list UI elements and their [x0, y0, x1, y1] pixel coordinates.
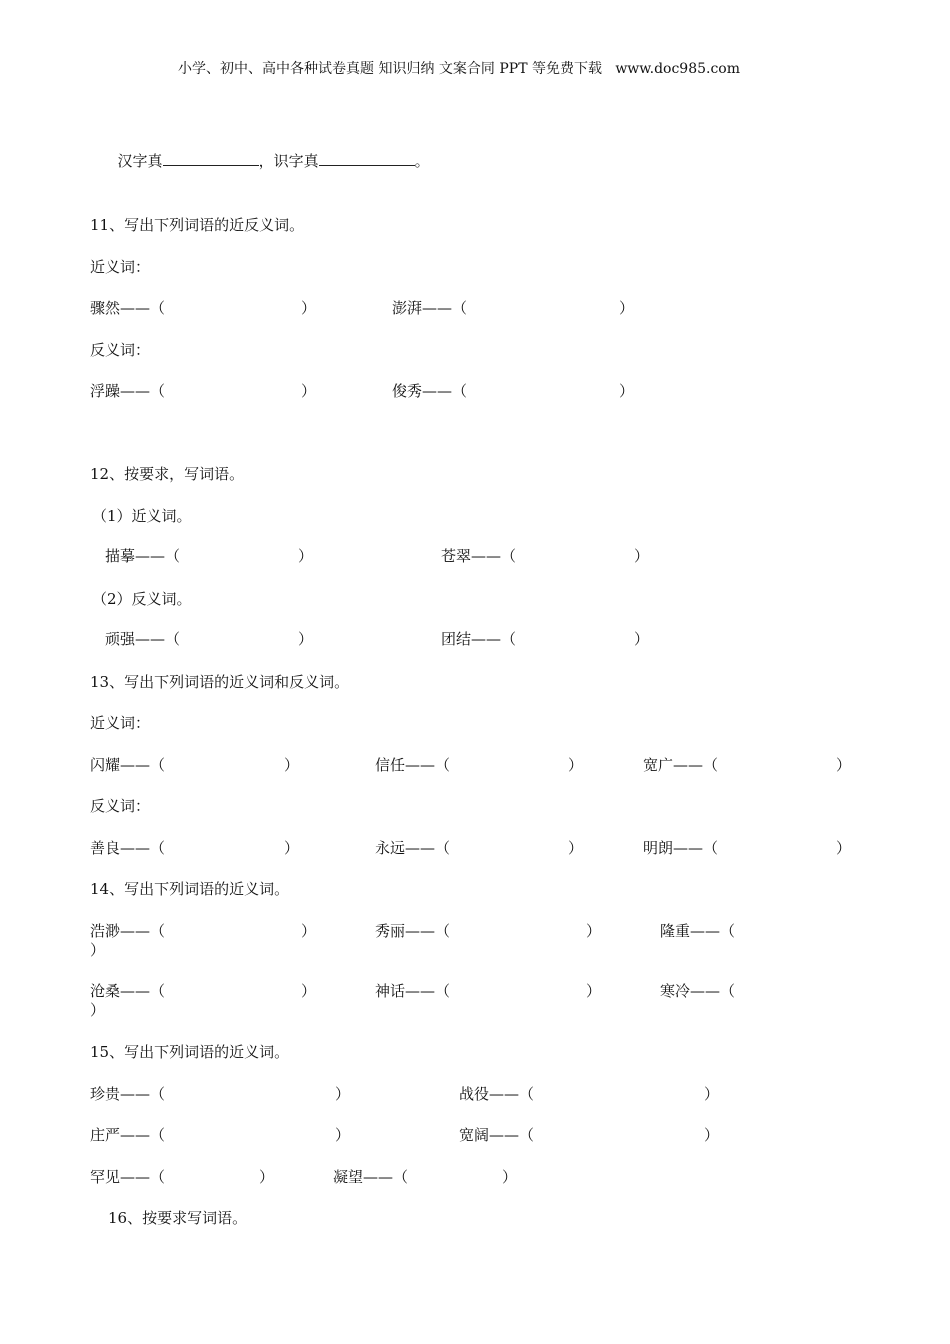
- page-header: 小学、初中、高中各种试卷真题 知识归纳 文案合同 PPT 等免费下载 www.doc985.com: [178, 61, 741, 77]
- q15-row1-item-1: 珍贵——（: [90, 1085, 166, 1103]
- q14-row1-item-1: 浩渺——（: [90, 922, 166, 940]
- q15-row3-close-2[interactable]: ）: [502, 1168, 518, 1186]
- q12-row2-close-1[interactable]: ）: [298, 630, 314, 648]
- q13-anti-close-3[interactable]: ）: [836, 839, 852, 857]
- q15-row1-item-2: 战役——（: [459, 1085, 535, 1103]
- q14-row2-item-3: 寒冷——（: [660, 982, 736, 1000]
- q12-sub1: （1）近义词。: [92, 507, 192, 525]
- q13-anti-item-1: 善良——（: [90, 839, 166, 857]
- q13-near-item-2: 信任——（: [375, 756, 451, 774]
- q11-near-item-1: 骤然——（: [90, 299, 166, 317]
- q14-row2-close-3[interactable]: ）: [90, 1001, 106, 1019]
- q14-row1-item-2: 秀丽——（: [375, 922, 451, 940]
- q16-title: 16、按要求写词语。: [108, 1209, 248, 1227]
- q11-near-close-2[interactable]: ）: [619, 299, 635, 317]
- q15-row1-close-1[interactable]: ）: [335, 1085, 351, 1103]
- q14-row1-close-1[interactable]: ）: [301, 922, 317, 940]
- answer-blank-1[interactable]: [163, 151, 259, 166]
- q13-near-item-1: 闪耀——（: [90, 756, 166, 774]
- q12-row2-item-1: 顽强——（: [105, 630, 181, 648]
- q13-anti-close-2[interactable]: ）: [568, 839, 584, 857]
- q13-near-close-1[interactable]: ）: [284, 756, 300, 774]
- q13-anti-label: 反义词：: [90, 797, 151, 815]
- q13-near-item-3: 宽广——（: [643, 756, 719, 774]
- q13-anti-item-3: 明朗——（: [643, 839, 719, 857]
- q13-anti-item-2: 永远——（: [375, 839, 451, 857]
- q15-row3-close-1[interactable]: ）: [259, 1168, 275, 1186]
- q14-row2-item-1: 沧桑——（: [90, 982, 166, 1000]
- q14-row2-close-2[interactable]: ）: [586, 982, 602, 1000]
- q14-row1-item-3: 隆重——（: [660, 922, 736, 940]
- q13-near-close-2[interactable]: ）: [568, 756, 584, 774]
- q12-sub2: （2）反义词。: [92, 590, 192, 608]
- q12-row1-close-1[interactable]: ）: [298, 547, 314, 565]
- q15-row1-close-2[interactable]: ）: [704, 1085, 720, 1103]
- q15-row2-item-1: 庄严——（: [90, 1126, 166, 1144]
- q13-near-label: 近义词：: [90, 714, 151, 732]
- q11-anti-close-2[interactable]: ）: [619, 382, 635, 400]
- q12-row2-close-2[interactable]: ）: [634, 630, 650, 648]
- answer-blank-2[interactable]: [319, 151, 415, 166]
- q15-row3-item-1: 罕见——（: [90, 1168, 166, 1186]
- q11-anti-close-1[interactable]: ）: [301, 382, 317, 400]
- q15-row2-item-2: 宽阔——（: [459, 1126, 535, 1144]
- q12-title: 12、按要求，写词语。: [90, 465, 245, 483]
- q11-anti-item-1: 浮躁——（: [90, 382, 166, 400]
- q14-row2-item-2: 神话——（: [375, 982, 451, 1000]
- q15-row2-close-2[interactable]: ）: [704, 1126, 720, 1144]
- q15-title: 15、写出下列词语的近义词。: [90, 1043, 290, 1061]
- q11-anti-item-2: 俊秀——（: [392, 382, 468, 400]
- q12-row2-item-2: 团结——（: [441, 630, 517, 648]
- period: 。: [414, 152, 430, 170]
- shizi-label: ，识字真: [258, 152, 319, 170]
- q12-row1-close-2[interactable]: ）: [634, 547, 650, 565]
- q11-near-label: 近义词：: [90, 258, 151, 276]
- hanzi-label: 汉字真: [117, 152, 163, 170]
- q13-near-close-3[interactable]: ）: [836, 756, 852, 774]
- q14-title: 14、写出下列词语的近义词。: [90, 880, 290, 898]
- q11-title: 11、写出下列词语的近反义词。: [90, 216, 305, 234]
- q13-anti-close-1[interactable]: ）: [284, 839, 300, 857]
- fill-line-hanzi: [108, 133, 430, 170]
- q12-row1-item-2: 苍翠——（: [441, 547, 517, 565]
- q12-row1-item-1: 描摹——（: [105, 547, 181, 565]
- q15-row2-close-1[interactable]: ）: [335, 1126, 351, 1144]
- q15-row3-item-2: 凝望——（: [333, 1168, 409, 1186]
- q14-row1-close-3[interactable]: ）: [90, 941, 106, 959]
- q11-near-close-1[interactable]: ）: [301, 299, 317, 317]
- q13-title: 13、写出下列词语的近义词和反义词。: [90, 673, 350, 691]
- q11-anti-label: 反义词：: [90, 341, 151, 359]
- q14-row2-close-1[interactable]: ）: [301, 982, 317, 1000]
- q14-row1-close-2[interactable]: ）: [586, 922, 602, 940]
- q11-near-item-2: 澎湃——（: [392, 299, 468, 317]
